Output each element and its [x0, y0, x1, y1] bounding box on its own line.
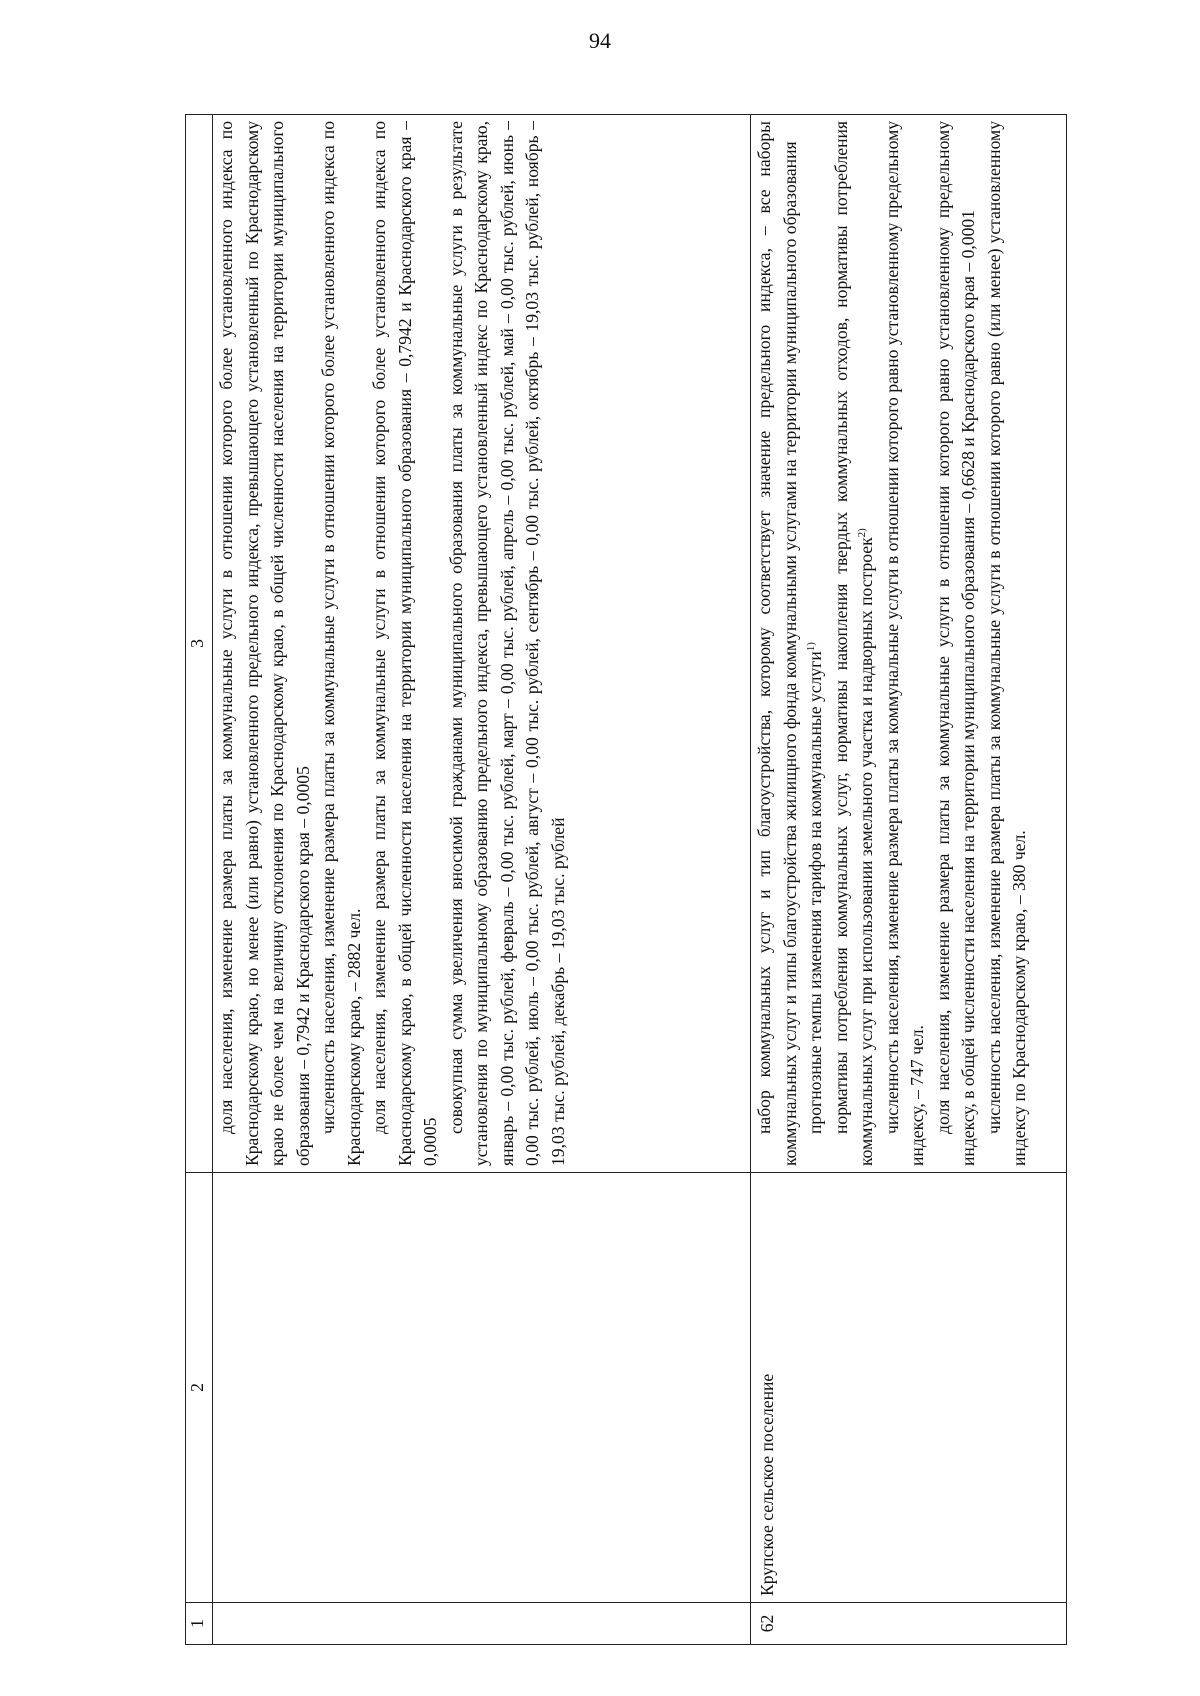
table-header-row [186, 115, 213, 1645]
indicator-paragraph [982, 121, 1033, 1166]
indicator-paragraph [880, 121, 931, 1166]
indicator-paragraph [931, 121, 982, 1166]
footnote-marker: 2) [856, 528, 869, 538]
indicator-paragraph [214, 121, 316, 1166]
row-number [213, 1603, 751, 1645]
indicator-paragraph [367, 121, 444, 1166]
indicator-paragraph [829, 121, 880, 1166]
data-table [185, 114, 1067, 1645]
table-row [751, 115, 1067, 1645]
indicator-text-cell [213, 115, 751, 1173]
row-number: 62 [751, 1603, 1067, 1645]
paragraph-text: численность населения, изменение размера платы за коммунальные услуги в отношении которого равно (или менее) установленному индексу по Краснодарскому краю, – 380 чел. [983, 121, 1029, 1166]
indicator-paragraph [803, 121, 829, 1166]
footnote-marker: 1) [805, 642, 818, 652]
column-header-3: 3 [186, 115, 213, 1173]
paragraph-text: доля населения, изменение размера платы за коммунальные услуги в отношении которого более установленного индекса по Краснодарскому краю, но менее (или равно) установленного предельного индекса, превышающего установленный по Краснодарскому краю не более чем на величину отклонения по Краснодарскому краю, в общей численности населения на территории муниципального образования – 0,7942 и Краснодарского края – 0,0005 [216, 121, 313, 1166]
column-header-2: 2 [186, 1173, 213, 1603]
paragraph-text: набор коммунальных услуг и тип благоустройства, которому соответствует значение предельного индекса, – все наборы коммунальных услуг и типы благоустройства жилищного фонда коммунальными услугами на территории муниципального образования [754, 121, 800, 1166]
paragraph-text: численность населения, изменение размера платы за коммунальные услуги в отношении которого более установленного индекса по Краснодарскому краю, – 2882 чел. [318, 121, 364, 1166]
indicator-text-cell [751, 115, 1067, 1173]
municipality-name: Крупское сельское поселение [751, 1173, 1067, 1603]
municipality-name [213, 1173, 751, 1603]
paragraph-text: нормативы потребления коммунальных услуг, нормативы накопления твердых коммунальных отходов, нормативы потребления коммунальных услуг при использовании земельного участка и надворных построек [830, 121, 876, 1166]
table-row [213, 115, 751, 1645]
page-number: 94 [589, 28, 611, 53]
indicator-paragraph [444, 121, 572, 1166]
paragraph-text: доля населения, изменение размера платы за коммунальные услуги в отношении которого более установленного индекса по Краснодарскому краю, в общей численности населения на территории муниципального образования – 0,7942 и Краснодарского края – 0,0005 [369, 121, 440, 1166]
rotated-table-container [185, 115, 1065, 1645]
paragraph-text: совокупная сумма увеличения вносимой гражданами муниципального образования платы за коммунальные услуги в результате установления по муниципальному образованию предельного индекса, превышающего установленный индекс по Краснодарскому краю, январь – 0,00 тыс. рублей, февраль – 0,00 тыс. рублей, март – 0,00 тыс. рублей, апрель – 0,00 тыс. рублей, май – 0,00 тыс. рублей, июнь – 0,00 тыс. рублей, июль – 0,00 тыс. рублей, август – 0,00 тыс. рублей, сентябрь – 0,00 тыс. рублей, октябрь – 19,03 тыс. рублей, ноябрь – 19,03 тыс. рублей, декабрь – 19,03 тыс. рублей [445, 121, 568, 1166]
indicator-paragraph [316, 121, 367, 1166]
paragraph-text: прогнозные темпы изменения тарифов на коммунальные услуги [805, 651, 825, 1134]
paragraph-text: доля населения, изменение размера платы за коммунальные услуги в отношении которого равно установленному предельному индексу, в общей численности населения на территории муниципального образования – 0,6628 и Краснодарского края – 0,0001 [932, 121, 978, 1166]
column-header-1: 1 [186, 1603, 213, 1645]
indicator-paragraph [752, 121, 803, 1166]
paragraph-text: численность населения, изменение размера платы за коммунальные услуги в отношении которого равно установленному предельному индексу, – 747 чел. [881, 121, 927, 1166]
